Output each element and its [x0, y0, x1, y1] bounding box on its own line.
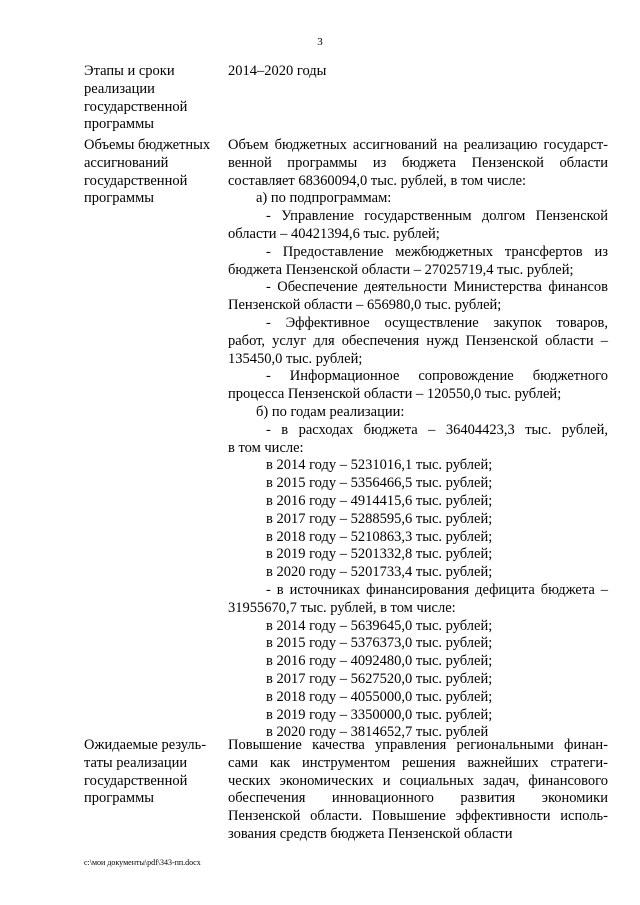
content-line: в 2016 году – 4092480,0 тыс. рублей;	[266, 653, 493, 670]
content-line: в 2019 году – 3350000,0 тыс. рублей;	[266, 706, 493, 723]
content-line: в 2017 году – 5627520,0 тыс. рублей;	[266, 670, 493, 687]
content-line: Пензенской области. Повышение эффективности исполь-	[228, 808, 608, 825]
label-line: таты реализации	[84, 754, 188, 771]
content-line: обеспечения инновационного развития экономики	[228, 790, 608, 807]
content-line: венной программы из бюджета Пензенской области	[228, 154, 608, 171]
row-budget-label	[84, 137, 226, 208]
content-line: в 2015 году – 5376373,0 тыс. рублей;	[266, 635, 493, 652]
content-line: в 2020 году – 5201733,4 тыс. рублей;	[266, 564, 493, 581]
content-line: 135450,0 тыс. рублей;	[228, 350, 363, 367]
label-line: государственной	[84, 98, 188, 115]
label-line: Ожидаемые резуль-	[84, 737, 207, 753]
content-line: - Эффективное осуществление закупок товаров,	[266, 314, 608, 331]
label-line: программы	[84, 790, 154, 807]
content-line: Пензенской области – 656980,0 тыс. рублей;	[228, 297, 502, 314]
label-line: Объемы бюджетных	[84, 137, 211, 153]
content-line: области – 40421394,6 тыс. рублей;	[228, 225, 440, 242]
footer-file-path: c:\мои документы\pdf\343-пп.docx	[84, 858, 201, 867]
content-line: - Управление государственным долгом Пензенской	[266, 208, 608, 225]
content-line: зования средств бюджета Пензенской области	[228, 825, 513, 842]
label-line: ассигнований	[84, 154, 169, 171]
content-line: в 2015 году – 5356466,5 тыс. рублей;	[266, 475, 493, 492]
content-line: составляет 68360094,0 тыс. рублей, в том числе:	[228, 172, 527, 189]
label-line: реализации	[84, 80, 155, 97]
content-line: в 2019 году – 5201332,8 тыс. рублей;	[266, 546, 493, 563]
content-line: - в источниках финансирования дефицита бюджета –	[266, 581, 608, 598]
content-line: ческих экономических и социальных задач, финансового	[228, 772, 608, 789]
row-results-label	[84, 737, 226, 808]
label-line: программы	[84, 190, 154, 207]
content-line: в том числе:	[228, 439, 304, 456]
content-line: работ, услуг для обеспечения нужд Пензенской области –	[228, 332, 608, 349]
content-line: - Предоставление межбюджетных трансфертов из	[266, 243, 608, 260]
content-line: в 2020 году – 3814652,7 тыс. рублей	[266, 724, 489, 741]
content-line: 2014–2020 годы	[228, 63, 327, 79]
content-line: а) по подпрограммам:	[256, 190, 392, 207]
row-stages-label	[84, 63, 226, 134]
row-stages-content	[228, 63, 608, 81]
content-line: - Обеспечение деятельности Министерства финансов	[266, 279, 608, 296]
content-line: - Информационное сопровождение бюджетного	[266, 368, 608, 385]
content-line: процесса Пензенской области – 120550,0 тыс. рублей;	[228, 386, 562, 403]
content-line: в 2016 году – 4914415,6 тыс. рублей;	[266, 492, 493, 509]
content-line: в 2018 году – 4055000,0 тыс. рублей;	[266, 688, 493, 705]
label-line: программы	[84, 116, 154, 133]
content-line: б) по годам реализации:	[256, 403, 405, 420]
content-line: бюджета Пензенской области – 27025719,4 тыс. рублей;	[228, 261, 574, 278]
content-line: 31955670,7 тыс. рублей, в том числе:	[228, 599, 456, 616]
label-line: государственной	[84, 172, 188, 189]
content-line: в 2018 году – 5210863,3 тыс. рублей;	[266, 528, 493, 545]
content-line: - в расходах бюджета – 36404423,3 тыс. рублей,	[266, 421, 608, 438]
content-line: Повышение качества управления региональными финан-	[228, 737, 608, 753]
label-line: Этапы и сроки	[84, 63, 175, 79]
content-line: сами как инструментом решения важнейших стратеги-	[228, 754, 608, 771]
label-line: государственной	[84, 772, 188, 789]
content-line: в 2014 году – 5639645,0 тыс. рублей;	[266, 617, 493, 634]
content-line: в 2014 году – 5231016,1 тыс. рублей;	[266, 457, 493, 474]
row-budget-content	[228, 137, 608, 742]
page-number: 3	[317, 36, 323, 48]
content-line: в 2017 году – 5288595,6 тыс. рублей;	[266, 510, 493, 527]
content-line: Объем бюджетных ассигнований на реализацию государст-	[228, 137, 608, 153]
row-results-content	[228, 737, 608, 844]
